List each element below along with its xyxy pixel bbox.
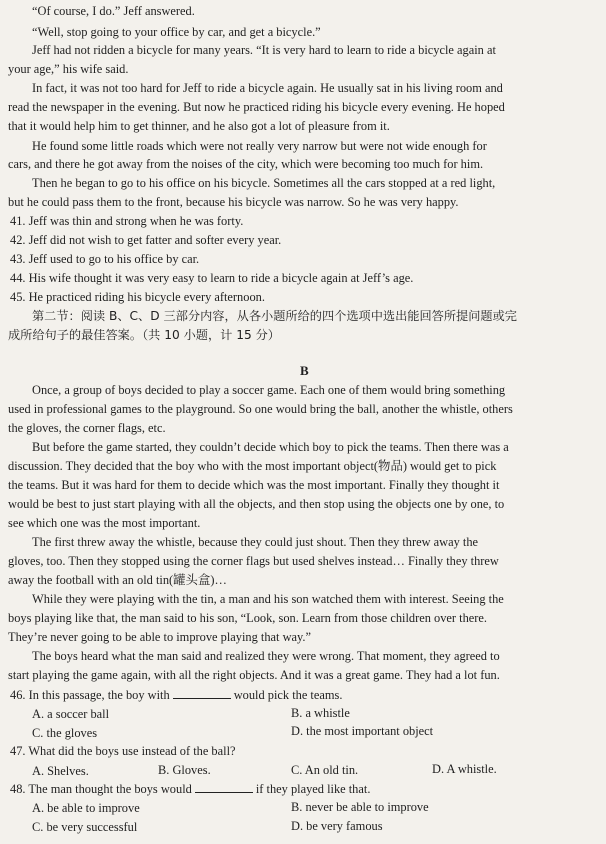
- passage-a-line: “Of course, I do.” Jeff answered.: [32, 4, 195, 18]
- question-46-stem-after: would pick the teams.: [233, 688, 343, 702]
- option-46-b[interactable]: B. a whistle: [291, 706, 350, 720]
- question-48-stem-after: if they played like that.: [255, 782, 371, 796]
- passage-b-heading: B: [300, 363, 309, 378]
- passage-b-line: The boys heard what the man said and realized they were wrong. That moment, they agreed to: [32, 649, 500, 663]
- passage-b-line: But before the game started, they couldn’t decide which boy to pick the teams. Then there was a: [32, 440, 509, 454]
- question-48-stem-before: 48. The man thought the boys would: [10, 782, 192, 796]
- option-47-a[interactable]: A. Shelves.: [32, 764, 89, 778]
- passage-b-line: would be best to just start playing with all the objects, and then stop using the objects one by one, to: [8, 497, 505, 511]
- option-48-c[interactable]: C. be very successful: [32, 820, 138, 834]
- passage-b-line: discussion. They decided that the boy who with the most important object(物品) would get to pick: [8, 459, 497, 473]
- passage-a-line: In fact, it was not too hard for Jeff to ride a bicycle again. He usually sat in his living room and: [32, 81, 503, 95]
- option-48-a[interactable]: A. be able to improve: [32, 801, 140, 815]
- question-47-stem: 47. What did the boys use instead of the ball?: [10, 744, 236, 758]
- option-46-c[interactable]: C. the gloves: [32, 726, 98, 740]
- statement-44: 44. His wife thought it was very easy to learn to ride a bicycle again at Jeff’s age.: [10, 271, 414, 285]
- section-2-instructions: 第二节：阅读 B、C、D 三部分内容，从各小题所给的四个选项中选出能回答所提问题或完: [32, 309, 517, 323]
- passage-a-line: but he could pass them to the front, because his bicycle was narrow. So he was very happy.: [8, 195, 459, 209]
- option-47-c[interactable]: C. An old tin.: [291, 763, 359, 777]
- passage-a-line: read the newspaper in the evening. But now he practiced riding his bicycle every evening. He hoped: [8, 100, 505, 114]
- statement-41: 41. Jeff was thin and strong when he was forty.: [10, 214, 244, 228]
- answer-blank: [173, 688, 231, 699]
- passage-b-line: the teams. But it was hard for them to decide which was the most important. Finally they thought it: [8, 478, 500, 492]
- passage-a-line: that it would help him to get thinner, and he also got a lot of pleasure from it.: [8, 119, 390, 133]
- statement-45: 45. He practiced riding his bicycle every afternoon.: [10, 290, 265, 304]
- passage-b-line: gloves, too. Then they stopped using the corner flags but used shelves instead… Finally they threw: [8, 554, 499, 568]
- passage-b-line: The first threw away the whistle, because they could just shout. Then they threw away the: [32, 535, 479, 549]
- passage-b-line: While they were playing with the tin, a man and his son watched them with interest. Seeing the: [32, 592, 504, 606]
- section-2-instructions-cont: 成所给句子的最佳答案。（共 10 小题，计 15 分）: [8, 328, 280, 342]
- option-47-d[interactable]: D. A whistle.: [432, 762, 497, 776]
- passage-b-line: used in professional games to the playground. So one would bring the ball, another the whistle, others: [8, 402, 513, 416]
- option-46-d[interactable]: D. the most important object: [291, 724, 434, 738]
- question-46-stem: [10, 688, 600, 703]
- passage-b-line: away the football with an old tin(罐头盒)…: [8, 573, 227, 587]
- passage-a-line: your age,” his wife said.: [8, 62, 129, 76]
- question-48-stem: [10, 782, 600, 797]
- passage-a-line: “Well, stop going to your office by car, and get a bicycle.”: [32, 25, 321, 39]
- passage-a-line: He found some little roads which were not really very narrow but were not wide enough for: [32, 139, 487, 153]
- statement-43: 43. Jeff used to go to his office by car.: [10, 252, 200, 266]
- passage-a-line: Jeff had not ridden a bicycle for many years. “It is very hard to learn to ride a bicycle again at: [32, 43, 496, 57]
- option-46-a[interactable]: A. a soccer ball: [32, 707, 110, 721]
- passage-a-line: Then he began to go to his office on his bicycle. Sometimes all the cars stopped at a red light,: [32, 176, 496, 190]
- passage-a-line: cars, and there he got away from the noises of the city, which were becoming too much for him.: [8, 157, 484, 171]
- passage-b-line: the gloves, the corner flags, etc.: [8, 421, 166, 435]
- answer-blank: [195, 782, 253, 793]
- passage-b-line: They’re never going to be able to improve playing that way.”: [8, 630, 312, 644]
- passage-b-line: see which one was the most important.: [8, 516, 201, 530]
- question-46-stem-before: 46. In this passage, the boy with: [10, 688, 170, 702]
- option-48-d[interactable]: D. be very famous: [291, 819, 383, 833]
- passage-b-line: Once, a group of boys decided to play a soccer game. Each one of them would bring something: [32, 383, 506, 397]
- option-48-b[interactable]: B. never be able to improve: [291, 800, 429, 814]
- option-47-b[interactable]: B. Gloves.: [158, 763, 211, 777]
- passage-b-line: boys playing like that, the man said to his son, “Look, son. Learn from those children over there.: [8, 611, 487, 625]
- passage-b-line: start playing the game again, with all the right objects. And it was a great game. They had a lot fun.: [8, 668, 500, 682]
- statement-42: 42. Jeff did not wish to get fatter and softer every year.: [10, 233, 282, 247]
